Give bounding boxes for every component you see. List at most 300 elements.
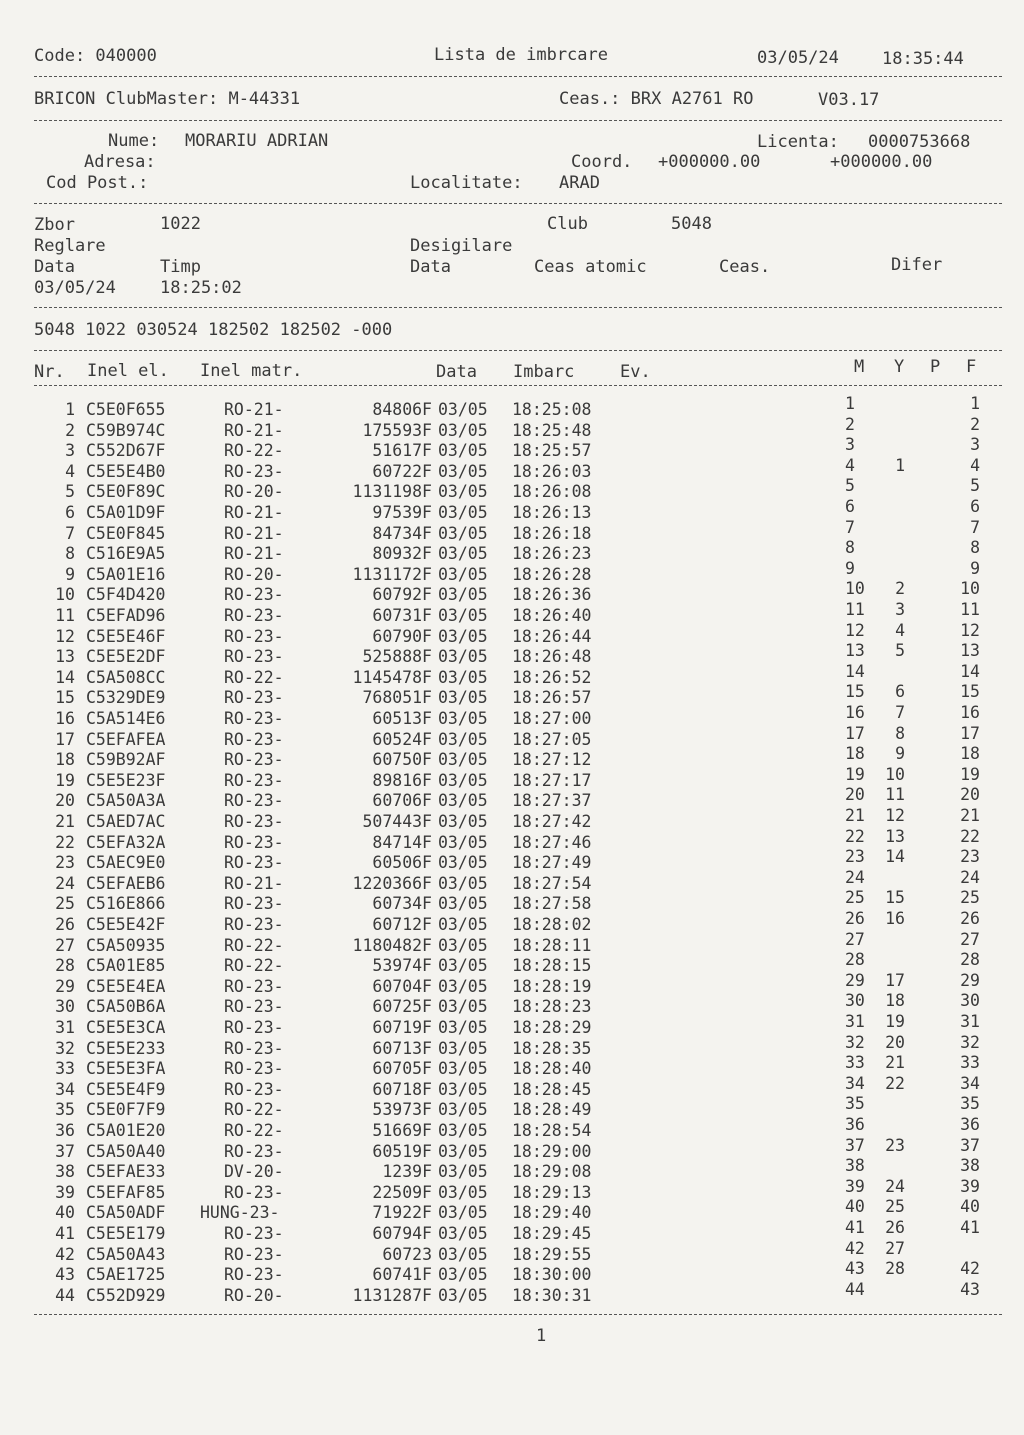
row-m: 14	[845, 661, 865, 681]
row-ring-prefix: RO-21-	[224, 420, 284, 440]
row-date: 03/05	[438, 1182, 488, 1202]
row-time: 18:27:54	[512, 873, 592, 893]
row-y: 6	[895, 682, 905, 702]
row-time: 18:30:00	[512, 1265, 592, 1285]
row-f: 3	[970, 435, 980, 455]
row-time: 18:28:35	[512, 1038, 592, 1058]
row-ring-number: 60524F	[372, 729, 432, 749]
row-f: 26	[960, 909, 980, 928]
row-nr: 17	[55, 729, 75, 749]
row-date: 03/05	[438, 1079, 488, 1099]
table-row	[0, 703, 1024, 730]
row-date: 03/05	[438, 997, 488, 1017]
row-m: 13	[845, 641, 865, 661]
row-ring-number: 60723	[382, 1244, 432, 1264]
row-date: 03/05	[438, 1265, 488, 1285]
row-ring-prefix: RO-23-	[224, 647, 284, 667]
row-m: 21	[845, 806, 865, 825]
row-nr: 38	[55, 1162, 75, 1182]
row-ring-number: 768051F	[362, 688, 432, 708]
row-m: 27	[845, 929, 865, 949]
row-ring-number: 84714F	[372, 832, 432, 852]
row-ring-number: 60790F	[372, 626, 432, 646]
divider	[34, 203, 1002, 204]
row-m: 16	[845, 703, 865, 722]
row-y: 18	[885, 991, 905, 1011]
row-nr: 36	[55, 1121, 75, 1140]
row-f: 32	[960, 1032, 980, 1052]
row-nr: 31	[55, 1018, 75, 1037]
row-m: 1	[845, 394, 855, 413]
row-date: 03/05	[438, 441, 488, 461]
row-y: 4	[895, 620, 905, 640]
coord-y: +000000.00	[830, 152, 933, 172]
divider	[34, 120, 1002, 121]
table-row	[0, 1279, 1024, 1307]
table-row	[0, 1135, 1024, 1163]
row-nr: 5	[65, 482, 75, 502]
flight-summary: 5048 1022 030524 182502 182502 -000	[34, 320, 393, 340]
row-date: 03/05	[438, 976, 488, 996]
row-ring-el: C5E5E179	[86, 1224, 166, 1243]
row-ring-prefix: RO-23-	[224, 709, 284, 728]
row-ring-el: C5A50B6A	[86, 997, 166, 1017]
table-row	[0, 1073, 1024, 1101]
row-f: 12	[960, 620, 980, 640]
row-nr: 3	[65, 441, 75, 461]
data-label: Data	[34, 257, 75, 277]
row-time: 18:26:44	[512, 626, 592, 646]
row-date: 03/05	[438, 1038, 488, 1058]
table-row	[0, 455, 1024, 483]
row-m: 4	[845, 455, 855, 475]
clock-label: Ceas.: BRX A2761 RO	[559, 89, 754, 109]
row-ring-prefix: RO-21-	[224, 400, 284, 419]
row-ring-number: 60792F	[372, 585, 432, 605]
row-f: 16	[960, 703, 980, 722]
row-ring-prefix: RO-21-	[224, 523, 284, 543]
row-y: 16	[885, 909, 905, 928]
row-y: 7	[895, 703, 905, 722]
row-date: 03/05	[438, 894, 488, 914]
table-row	[0, 579, 1024, 606]
row-date: 03/05	[438, 770, 488, 790]
row-time: 18:26:03	[512, 461, 592, 481]
row-ring-prefix: RO-23-	[224, 750, 284, 770]
row-ring-number: 60704F	[372, 976, 432, 996]
row-ring-prefix: RO-23-	[224, 729, 284, 749]
row-nr: 33	[55, 1059, 75, 1079]
row-time: 18:27:05	[512, 729, 592, 749]
row-m: 17	[845, 723, 865, 743]
reglare-label: Reglare	[34, 236, 106, 256]
row-ring-el: C5A508CC	[86, 667, 166, 687]
row-y: 8	[895, 723, 905, 743]
row-ring-number: 51669F	[372, 1121, 432, 1140]
row-date: 03/05	[438, 420, 488, 440]
table-row	[0, 847, 1024, 874]
row-nr: 7	[65, 523, 75, 543]
row-ring-number: 1239F	[382, 1162, 432, 1182]
col-ring-matr: Inel matr.	[200, 361, 303, 381]
licence-value: 0000753668	[868, 132, 971, 152]
row-m: 11	[845, 600, 865, 619]
row-ring-el: C5E0F845	[86, 523, 166, 543]
table-row	[0, 1197, 1024, 1224]
row-ring-el: C5E5E4B0	[86, 461, 166, 481]
row-ring-prefix: RO-22-	[224, 956, 284, 976]
row-ring-el: C5E5E4F9	[86, 1079, 166, 1099]
row-ring-el: C5A01E16	[86, 564, 166, 584]
row-nr: 15	[55, 688, 75, 708]
row-time: 18:28:23	[512, 997, 592, 1017]
row-ring-number: 60706F	[372, 791, 432, 811]
row-date: 03/05	[438, 873, 488, 893]
row-date: 03/05	[438, 915, 488, 934]
row-m: 31	[845, 1012, 865, 1031]
row-m: 39	[845, 1176, 865, 1196]
col-ring-el: Inel el.	[87, 361, 169, 381]
row-nr: 43	[55, 1265, 75, 1285]
row-time: 18:25:57	[512, 441, 592, 461]
row-date: 03/05	[438, 564, 488, 584]
row-y: 25	[885, 1197, 905, 1217]
row-ring-el: C5E5E3CA	[86, 1018, 166, 1037]
row-ring-el: C5E5E3FA	[86, 1059, 166, 1079]
row-nr: 2	[65, 420, 75, 440]
code-label: Code: 040000	[34, 46, 157, 66]
row-ring-number: 60719F	[372, 1018, 432, 1037]
table-row	[0, 435, 1024, 462]
row-ring-number: 1145478F	[352, 667, 432, 687]
row-ring-prefix: RO-23-	[224, 894, 284, 914]
table-row	[0, 558, 1024, 586]
row-ring-number: 89816F	[372, 770, 432, 790]
row-date: 03/05	[438, 1224, 488, 1243]
row-time: 18:28:29	[512, 1018, 592, 1037]
row-time: 18:26:08	[512, 482, 592, 502]
row-time: 18:27:37	[512, 791, 592, 811]
row-ring-el: C552D929	[86, 1285, 166, 1305]
row-m: 40	[845, 1197, 865, 1217]
row-nr: 35	[55, 1100, 75, 1120]
row-date: 03/05	[438, 1100, 488, 1120]
row-f: 34	[960, 1073, 980, 1093]
row-f: 7	[970, 517, 980, 537]
row-ring-number: 60705F	[372, 1059, 432, 1079]
row-y: 5	[895, 641, 905, 661]
row-ring-prefix: RO-20-	[224, 564, 284, 584]
row-ring-number: 60713F	[372, 1038, 432, 1058]
row-y: 22	[885, 1073, 905, 1093]
row-m: 44	[845, 1279, 865, 1299]
row-ring-el: C5EFAEB6	[86, 873, 166, 893]
row-ring-number: 60741F	[372, 1265, 432, 1285]
locality-value: ARAD	[559, 173, 600, 193]
divider	[34, 350, 1002, 351]
row-nr: 41	[55, 1224, 75, 1243]
row-date: 03/05	[438, 729, 488, 749]
row-time: 18:26:57	[512, 688, 592, 708]
row-f: 42	[960, 1259, 980, 1279]
row-ring-el: C5A50A3A	[86, 791, 166, 811]
row-f: 2	[970, 414, 980, 434]
row-ring-el: C5E5E233	[86, 1038, 166, 1058]
row-y: 10	[885, 764, 905, 784]
row-nr: 28	[55, 956, 75, 976]
row-nr: 26	[55, 915, 75, 934]
row-ring-prefix: RO-21-	[224, 873, 284, 893]
row-ring-prefix: RO-20-	[224, 1285, 284, 1305]
row-f: 11	[960, 600, 980, 619]
coord-x: +000000.00	[658, 152, 761, 172]
table-row	[0, 785, 1024, 812]
row-ring-prefix: RO-23-	[224, 832, 284, 852]
row-ring-prefix: RO-22-	[224, 1100, 284, 1120]
row-ring-el: C516E866	[86, 894, 166, 914]
table-row	[0, 970, 1024, 998]
row-f: 14	[960, 661, 980, 681]
row-time: 18:25:08	[512, 400, 592, 419]
table-row	[0, 538, 1024, 565]
row-time: 18:27:17	[512, 770, 592, 790]
row-ring-prefix: RO-23-	[224, 688, 284, 708]
row-ring-prefix: RO-23-	[224, 1038, 284, 1058]
row-time: 18:27:00	[512, 709, 592, 728]
row-date: 03/05	[438, 482, 488, 502]
row-y: 26	[885, 1218, 905, 1237]
club-label: Club	[547, 214, 588, 234]
row-m: 2	[845, 414, 855, 434]
row-time: 18:28:02	[512, 915, 592, 934]
col-f: F	[966, 357, 977, 377]
row-date: 03/05	[438, 709, 488, 728]
row-m: 30	[845, 991, 865, 1011]
row-ring-prefix: RO-23-	[224, 812, 284, 831]
row-ring-prefix: RO-23-	[224, 1182, 284, 1202]
row-f: 20	[960, 785, 980, 805]
row-ring-number: 97539F	[372, 503, 432, 522]
row-ring-prefix: RO-23-	[224, 791, 284, 811]
row-y: 13	[885, 826, 905, 846]
row-time: 18:28:49	[512, 1100, 592, 1120]
row-f: 5	[970, 476, 980, 496]
device-label: BRICON ClubMaster: M-44331	[34, 89, 301, 109]
table-row	[0, 1259, 1024, 1286]
row-f: 31	[960, 1012, 980, 1031]
row-ring-number: 22509F	[372, 1182, 432, 1202]
row-ring-el: C5E0F7F9	[86, 1100, 166, 1120]
row-time: 18:29:13	[512, 1182, 592, 1202]
row-date: 03/05	[438, 1141, 488, 1161]
row-ring-el: C5E5E42F	[86, 915, 166, 934]
row-ring-prefix: RO-23-	[224, 1141, 284, 1161]
row-nr: 9	[65, 564, 75, 584]
desigilare-label: Desigilare	[410, 236, 513, 256]
zbor-value: 1022	[160, 214, 201, 234]
row-time: 18:26:13	[512, 503, 592, 522]
row-date: 03/05	[438, 1203, 488, 1223]
row-ring-number: 1180482F	[352, 935, 432, 955]
row-date: 03/05	[438, 1121, 488, 1140]
row-f: 43	[960, 1279, 980, 1299]
row-ring-prefix: RO-23-	[224, 1018, 284, 1037]
row-ring-el: C5E5E23F	[86, 770, 166, 790]
row-time: 18:25:48	[512, 420, 592, 440]
row-nr: 40	[55, 1203, 75, 1223]
row-y: 27	[885, 1238, 905, 1258]
row-ring-number: 60506F	[372, 853, 432, 873]
data2-label: Data	[410, 257, 451, 277]
col-m: M	[854, 357, 865, 377]
row-time: 18:28:19	[512, 976, 592, 996]
row-f: 13	[960, 641, 980, 661]
row-y: 28	[885, 1259, 905, 1279]
table-row	[0, 620, 1024, 648]
row-date: 03/05	[438, 606, 488, 625]
row-f: 24	[960, 867, 980, 887]
row-time: 18:28:11	[512, 935, 592, 955]
row-ring-prefix: RO-21-	[224, 503, 284, 522]
row-ring-el: C5E0F655	[86, 400, 166, 419]
name-label: Nume:	[108, 131, 160, 151]
row-date: 03/05	[438, 461, 488, 481]
row-date: 03/05	[438, 812, 488, 831]
row-y: 20	[885, 1032, 905, 1052]
table-row	[0, 661, 1024, 689]
row-ring-number: 60734F	[372, 894, 432, 914]
row-time: 18:28:40	[512, 1059, 592, 1079]
row-nr: 27	[55, 935, 75, 955]
row-m: 22	[845, 826, 865, 846]
row-date: 03/05	[438, 544, 488, 564]
owner-name: MORARIU ADRIAN	[185, 131, 329, 151]
postal-label: Cod Post.:	[46, 173, 149, 193]
row-nr: 18	[55, 750, 75, 770]
row-f: 39	[960, 1176, 980, 1196]
document-title: Lista de imbrcare	[434, 45, 608, 65]
row-f: 33	[960, 1053, 980, 1073]
row-date: 03/05	[438, 791, 488, 811]
row-m: 7	[845, 517, 855, 537]
club-value: 5048	[671, 214, 712, 234]
table-row	[0, 826, 1024, 854]
row-ring-prefix: RO-23-	[224, 1224, 284, 1243]
row-ring-number: 60718F	[372, 1079, 432, 1099]
row-ring-prefix: RO-23-	[224, 626, 284, 646]
row-ring-number: 60712F	[372, 915, 432, 934]
row-ring-el: C59B92AF	[86, 750, 166, 770]
row-nr: 42	[55, 1244, 75, 1264]
row-y: 11	[885, 785, 905, 805]
row-m: 29	[845, 970, 865, 990]
row-y: 14	[885, 847, 905, 867]
row-time: 18:26:28	[512, 564, 592, 584]
row-f: 40	[960, 1197, 980, 1217]
row-ring-el: C5EFAF85	[86, 1182, 166, 1202]
difer-label: Difer	[891, 255, 943, 275]
row-m: 24	[845, 867, 865, 887]
row-ring-number: 53974F	[372, 956, 432, 976]
row-date: 03/05	[438, 832, 488, 852]
row-m: 9	[845, 558, 855, 578]
row-nr: 11	[55, 606, 75, 625]
table-row	[0, 991, 1024, 1018]
row-ring-prefix: RO-22-	[224, 935, 284, 955]
row-ring-el: C5A50A40	[86, 1141, 166, 1161]
divider	[34, 307, 1002, 308]
row-ring-el: C516E9A5	[86, 544, 166, 564]
row-nr: 1	[65, 400, 75, 419]
row-ring-number: 1131172F	[352, 564, 432, 584]
row-time: 18:26:18	[512, 523, 592, 543]
row-time: 18:29:40	[512, 1203, 592, 1223]
table-row	[0, 1176, 1024, 1204]
row-ring-el: C5E5E46F	[86, 626, 166, 646]
row-m: 8	[845, 538, 855, 558]
row-ring-number: 84734F	[372, 523, 432, 543]
page-number: 1	[536, 1326, 547, 1346]
row-time: 18:30:31	[512, 1285, 592, 1305]
row-nr: 24	[55, 873, 75, 893]
row-ring-number: 507443F	[362, 812, 432, 831]
zbor-label: Zbor	[34, 215, 75, 235]
row-nr: 20	[55, 791, 75, 811]
row-ring-el: C5A01E20	[86, 1121, 166, 1140]
row-f: 27	[960, 929, 980, 949]
row-y: 9	[895, 744, 905, 764]
table-row	[0, 1012, 1024, 1039]
row-m: 10	[845, 579, 865, 599]
table-row	[0, 1094, 1024, 1121]
row-m: 5	[845, 476, 855, 496]
row-time: 18:29:08	[512, 1162, 592, 1182]
col-imbarc: Imbarc	[513, 362, 575, 382]
ceas-label: Ceas.	[719, 257, 771, 277]
row-ring-el: C5EFA32A	[86, 832, 166, 852]
row-time: 18:28:15	[512, 956, 592, 976]
row-date: 03/05	[438, 956, 488, 976]
row-ring-number: 60722F	[372, 461, 432, 481]
row-ring-prefix: RO-20-	[224, 482, 284, 502]
row-m: 15	[845, 682, 865, 702]
row-f: 22	[960, 826, 980, 846]
row-ring-prefix: RO-23-	[224, 1265, 284, 1285]
row-m: 34	[845, 1073, 865, 1093]
row-m: 41	[845, 1218, 865, 1237]
table-row	[0, 1115, 1024, 1142]
timp-label: Timp	[160, 257, 201, 277]
row-date: 03/05	[438, 750, 488, 770]
row-ring-el: C5EFAD96	[86, 606, 166, 625]
row-time: 18:27:42	[512, 812, 592, 831]
row-time: 18:27:46	[512, 832, 592, 852]
row-ring-prefix: RO-23-	[224, 770, 284, 790]
row-nr: 21	[55, 812, 75, 831]
row-y: 3	[895, 600, 905, 619]
row-ring-number: 175593F	[362, 420, 432, 440]
row-y: 19	[885, 1012, 905, 1031]
row-ring-prefix: RO-22-	[224, 1121, 284, 1140]
table-row	[0, 1238, 1024, 1266]
row-f: 10	[960, 579, 980, 599]
row-m: 32	[845, 1032, 865, 1052]
row-date: 03/05	[438, 935, 488, 955]
divider	[34, 385, 1002, 386]
row-time: 18:27:49	[512, 853, 592, 873]
row-ring-prefix: RO-23-	[224, 1059, 284, 1079]
row-date: 03/05	[438, 585, 488, 605]
